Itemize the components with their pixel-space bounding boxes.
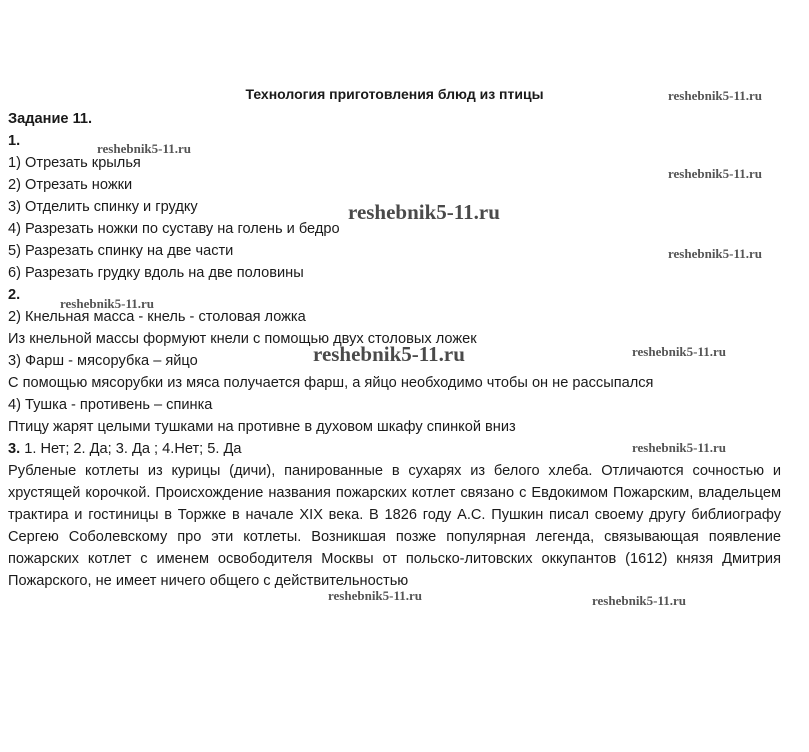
section-1-item: 4) Разрезать ножки по суставу на голень и бедро <box>8 221 340 237</box>
watermark: reshebnik5-11.ru <box>632 344 727 359</box>
watermark: reshebnik5-11.ru <box>592 593 687 608</box>
section-2-item: 4) Тушка - противень – спинка <box>8 397 213 413</box>
section-2-item: Птицу жарят целыми тушками на противне в духовом шкафу спинкой вниз <box>8 419 516 435</box>
section-2-label: 2. <box>8 287 21 303</box>
section-1-item: 5) Разрезать спинку на две части <box>8 243 234 259</box>
watermark: reshebnik5-11.ru <box>668 88 763 103</box>
task-header: Задание 11. <box>8 111 93 127</box>
section-1-item: 3) Отделить спинку и грудку <box>8 199 198 215</box>
section-3-label: 3. <box>8 441 21 457</box>
section-3-answers: 1. Нет; 2. Да; 3. Да ; 4.Нет; 5. Да <box>24 441 242 457</box>
pozharsky-paragraph: Рубленые котлеты из курицы (дичи), панированные в сухарях из белого хлеба. Отличаются сочностью и хрустящей корочкой. Происхождение названия пожарских котлет связано с Евдокимом Пожарским, владельцем трактира и гостиницы в Торжке в начале XIX века. В 1826 году А.С. Пушкин писал своему другу библиографу Сергею Соболевскому про эти котлеты. Возникшая позже популярная легенда, связывающая появление пожарских котлет с именем освободителя Москвы от польско-литовских оккупантов (1612) князя Дмитрия Пожарского, не имеет ничего общего с действительностью <box>8 463 781 589</box>
section-1-label: 1. <box>8 133 21 149</box>
watermark: reshebnik5-11.ru <box>60 296 155 311</box>
section-2-item: 2) Кнельная масса - кнель - столовая ложка <box>8 309 306 325</box>
watermark: reshebnik5-11.ru <box>632 440 727 455</box>
section-2-item: С помощью мясорубки из мяса получается фарш, а яйцо необходимо чтобы он не рассыпался <box>8 375 654 391</box>
watermark: reshebnik5-11.ru <box>313 342 465 366</box>
document-title: Технология приготовления блюд из птицы <box>245 86 544 102</box>
watermark: reshebnik5-11.ru <box>97 141 192 156</box>
watermark: reshebnik5-11.ru <box>668 246 763 261</box>
watermark: reshebnik5-11.ru <box>348 200 500 224</box>
section-2-item: Из кнельной массы формуют кнели с помощью двух столовых ложек <box>8 331 477 347</box>
section-1-item: 1) Отрезать крылья <box>8 155 141 171</box>
watermark: reshebnik5-11.ru <box>328 588 423 603</box>
section-1-item: 2) Отрезать ножки <box>8 177 133 193</box>
watermark: reshebnik5-11.ru <box>668 166 763 181</box>
section-1-item: 6) Разрезать грудку вдоль на две половины <box>8 265 304 281</box>
section-2-item: 3) Фарш - мясорубка – яйцо <box>8 353 198 369</box>
